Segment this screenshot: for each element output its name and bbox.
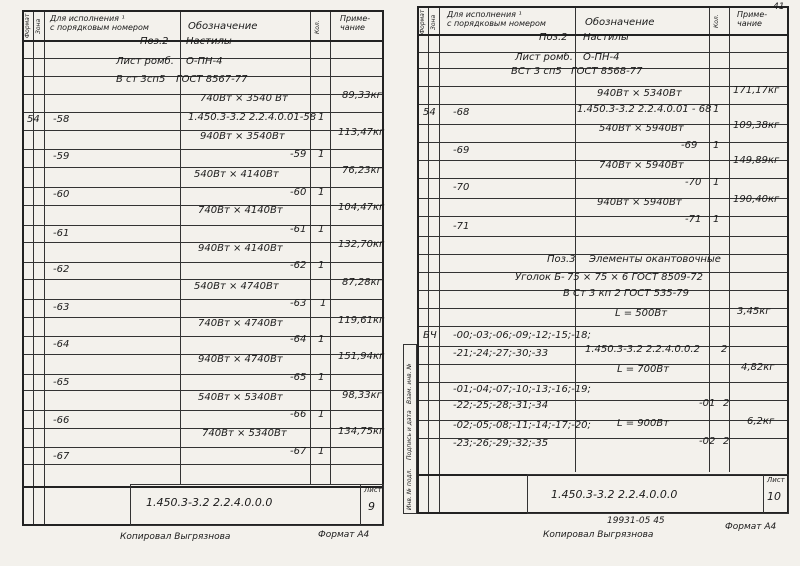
left-spec-text: 132,70кг xyxy=(338,239,385,250)
right-spec-text: L = 900Вт xyxy=(617,418,670,429)
col-format-header: Формат xyxy=(419,9,426,34)
left-spec-text: -64 xyxy=(53,339,70,350)
right-spec-text: 2 xyxy=(721,344,728,355)
col-variant-header: Для исполнения ¹ с порядковым номером xyxy=(50,14,149,32)
right-spec-text: L = 500Вт xyxy=(615,308,668,319)
right-spec-text: -23;-26;-29;-32;-35 xyxy=(453,438,549,449)
right-spec-text: В Ст 3 кп 2 ГОСТ 535-79 xyxy=(563,288,689,299)
left-spec-text: -59 xyxy=(290,149,307,160)
right-spec-text: БЧ xyxy=(423,330,437,341)
col-note-header: Приме- чание xyxy=(737,10,768,28)
right-spec-text: О-ПН-4 xyxy=(583,52,620,63)
right-stamp-code: 1.450.3-3.2 2.2.4.0.0.0 xyxy=(551,488,678,501)
right-archive-number: 19931-05 45 xyxy=(607,516,665,526)
left-spec-text: 540Вт × 4140Вт xyxy=(194,169,279,180)
left-spec-text: -60 xyxy=(290,187,307,198)
col-qty-header: Кол. xyxy=(314,20,321,34)
right-spec-text: 2 xyxy=(723,436,730,447)
left-spec-text: 540Вт × 4740Вт xyxy=(194,281,279,292)
left-spec-text: 740Вт × 4740Вт xyxy=(198,318,283,329)
right-spec-text: -69 xyxy=(453,145,470,156)
left-spec-text: -66 xyxy=(290,409,307,420)
left-spec-text: 87,28кг xyxy=(342,277,382,288)
right-spec-text: -71 xyxy=(453,221,470,232)
right-spec-text: -70 xyxy=(685,177,702,188)
right-spec-text: 3,45кг xyxy=(737,306,771,317)
right-spec-text: 109,38кг xyxy=(733,120,780,131)
col-designation-header: Обозначение xyxy=(585,17,655,28)
right-spec-text: 540Вт × 5940Вт xyxy=(599,123,684,134)
right-sheet xyxy=(403,0,798,566)
right-spec-text: Поз.3 xyxy=(547,254,576,265)
left-spec-text: 540Вт × 5340Вт xyxy=(198,392,283,403)
left-spec-text: -64 xyxy=(290,334,307,345)
right-spec-text: 740Вт × 5940Вт xyxy=(599,160,684,171)
left-spec-text: 1 xyxy=(318,334,325,345)
left-spec-text: 1 xyxy=(320,298,327,309)
right-spec-text: 75 × 75 × 6 ГОСТ 8509-72 xyxy=(567,272,703,283)
left-spec-text: 1 xyxy=(318,409,325,420)
left-spec-text: -65 xyxy=(53,377,70,388)
right-copied-by: Копировал Выгрязнова xyxy=(543,530,654,540)
left-spec-text: 1 xyxy=(318,372,325,383)
col-variant-header: Для исполнения ¹ с порядковым номером xyxy=(447,10,546,28)
right-spec-text: L = 700Вт xyxy=(617,364,670,375)
right-spec-text: 149,89кг xyxy=(733,155,780,166)
left-spec-text: 76,23кг xyxy=(342,165,382,176)
col-zone-header: Зона xyxy=(430,14,437,30)
right-spec-text: 1.450.3-3.2 2.2.4.0.0.2 xyxy=(585,344,700,355)
right-spec-text: 1.450.3-3.2 2.2.4.0.01 - 68 xyxy=(577,104,712,115)
left-spec-text: 940Вт × 3540Вт xyxy=(200,131,285,142)
right-sheet-number: 10 xyxy=(767,490,781,503)
right-spec-text: 940Вт × 5940Вт xyxy=(597,197,682,208)
left-spec-text: -61 xyxy=(290,224,307,235)
left-spec-text: 1 xyxy=(318,149,325,160)
left-spec-text: 940Вт × 4140Вт xyxy=(198,243,283,254)
left-spec-text: 940Вт × 4740Вт xyxy=(198,354,283,365)
right-spec-text: -00;-03;-06;-09;-12;-15;-18; xyxy=(453,330,591,341)
left-spec-text: ГОСТ 8567-77 xyxy=(176,74,248,85)
left-spec-text: Лист ромб. xyxy=(116,56,174,67)
right-spec-text: 6,2кг xyxy=(747,416,775,427)
left-stamp-code: 1.450.3-3.2 2.2.4.0.0.0 xyxy=(146,496,273,509)
left-spec-text: О-ПН-4 xyxy=(186,56,223,67)
left-spec-text: 113,47кг xyxy=(338,127,385,138)
left-spec-text: В ст 3сп5 xyxy=(116,74,166,85)
left-spec-text: -61 xyxy=(53,228,70,239)
left-spec-text: 104,47кг xyxy=(338,202,385,213)
side-label-replace: Взам. инв. № xyxy=(406,363,413,404)
left-spec-text: 1 xyxy=(318,224,325,235)
left-spec-text: -63 xyxy=(53,302,70,313)
right-spec-text: -70 xyxy=(453,182,470,193)
right-spec-text: Уголок Б- xyxy=(515,272,565,283)
side-label-inv: Инв. № подл. xyxy=(406,468,413,510)
right-spec-text: ВСт 3 сп5 xyxy=(511,66,562,77)
right-spec-text: 190,40кг xyxy=(733,194,780,205)
left-spec-text: Настилы xyxy=(186,36,232,47)
left-format: Формат А4 xyxy=(318,530,370,540)
left-spec-text: 134,75кг xyxy=(338,426,385,437)
right-format: Формат А4 xyxy=(725,522,777,532)
left-copied-by: Копировал Выгрязнова xyxy=(120,532,231,542)
left-sheet xyxy=(0,0,395,566)
left-spec-text: 98,33кг xyxy=(342,390,382,401)
right-spec-text: -01 xyxy=(699,398,716,409)
col-format-header: Формат xyxy=(24,13,31,38)
right-spec-text: -01;-04;-07;-10;-13;-16;-19; xyxy=(453,384,591,395)
right-spec-text: 1 xyxy=(713,177,720,188)
right-spec-text: 54 xyxy=(423,107,436,118)
right-spec-text: -71 xyxy=(685,214,702,225)
left-spec-text: 54 xyxy=(27,114,40,125)
left-spec-text: -59 xyxy=(53,151,70,162)
left-spec-text: -65 xyxy=(290,372,307,383)
left-sheet-label: Лист xyxy=(364,486,382,494)
right-spec-text: -02;-05;-08;-11;-14;-17;-20; xyxy=(453,420,591,431)
right-spec-text: -21;-24;-27;-30;-33 xyxy=(453,348,549,359)
left-spec-text: Поз.2 xyxy=(140,36,169,47)
left-spec-text: -63 xyxy=(290,298,307,309)
left-spec-text: 119,61кг xyxy=(338,315,385,326)
right-spec-text: 2 xyxy=(723,398,730,409)
left-spec-text: -58 xyxy=(53,114,70,125)
left-spec-text: 1.450.3-3.2 2.2.4.0.01-58 xyxy=(188,112,317,123)
right-spec-text: 1 xyxy=(713,140,720,151)
col-zone-header: Зона xyxy=(35,18,42,34)
side-label-sign: Подпись и дата xyxy=(406,410,413,460)
right-sheet-label: Лист xyxy=(767,476,785,484)
right-spec-text: ГОСТ 8568-77 xyxy=(571,66,643,77)
right-spec-text: -02 xyxy=(699,436,716,447)
left-spec-text: 151,94кг xyxy=(338,351,385,362)
left-spec-text: -60 xyxy=(53,189,70,200)
col-qty-header: Кол. xyxy=(713,14,720,28)
left-spec-text: 1 xyxy=(318,112,325,123)
right-spec-text: -22;-25;-28;-31;-34 xyxy=(453,400,549,411)
left-spec-text: -62 xyxy=(53,264,70,275)
col-note-header: Приме- чание xyxy=(340,14,371,32)
right-spec-text: 4,82кг xyxy=(741,362,775,373)
right-spec-text: 1 xyxy=(713,104,720,115)
right-spec-text: 940Вт × 5340Вт xyxy=(597,88,682,99)
left-frame xyxy=(22,10,384,526)
left-spec-text: 1 xyxy=(318,260,325,271)
col-designation-header: Обозначение xyxy=(188,21,258,32)
left-sheet-number: 9 xyxy=(368,500,375,513)
left-spec-text: -66 xyxy=(53,415,70,426)
left-spec-text: 740Вт × 3540 Вт xyxy=(200,93,288,104)
right-spec-text: Настилы xyxy=(583,32,629,43)
left-spec-text: 1 xyxy=(318,187,325,198)
left-spec-text: 740Вт × 5340Вт xyxy=(202,428,287,439)
left-spec-text: 1 xyxy=(318,446,325,457)
left-spec-text: 740Вт × 4140Вт xyxy=(198,205,283,216)
left-spec-text: -67 xyxy=(53,451,70,462)
right-spec-text: 171,17кг xyxy=(733,85,780,96)
right-spec-text: 1 xyxy=(713,214,720,225)
right-spec-text: Элементы окантовочные xyxy=(589,254,721,265)
left-spec-text: -67 xyxy=(290,446,307,457)
right-spec-text: Лист ромб. xyxy=(515,52,573,63)
left-spec-text: 89,33кг xyxy=(342,90,382,101)
right-spec-text: -69 xyxy=(681,140,698,151)
left-spec-text: -62 xyxy=(290,260,307,271)
right-spec-text: Поз.2 xyxy=(539,32,568,43)
right-page-corner-number: 41 xyxy=(773,2,785,12)
right-spec-text: -68 xyxy=(453,107,470,118)
